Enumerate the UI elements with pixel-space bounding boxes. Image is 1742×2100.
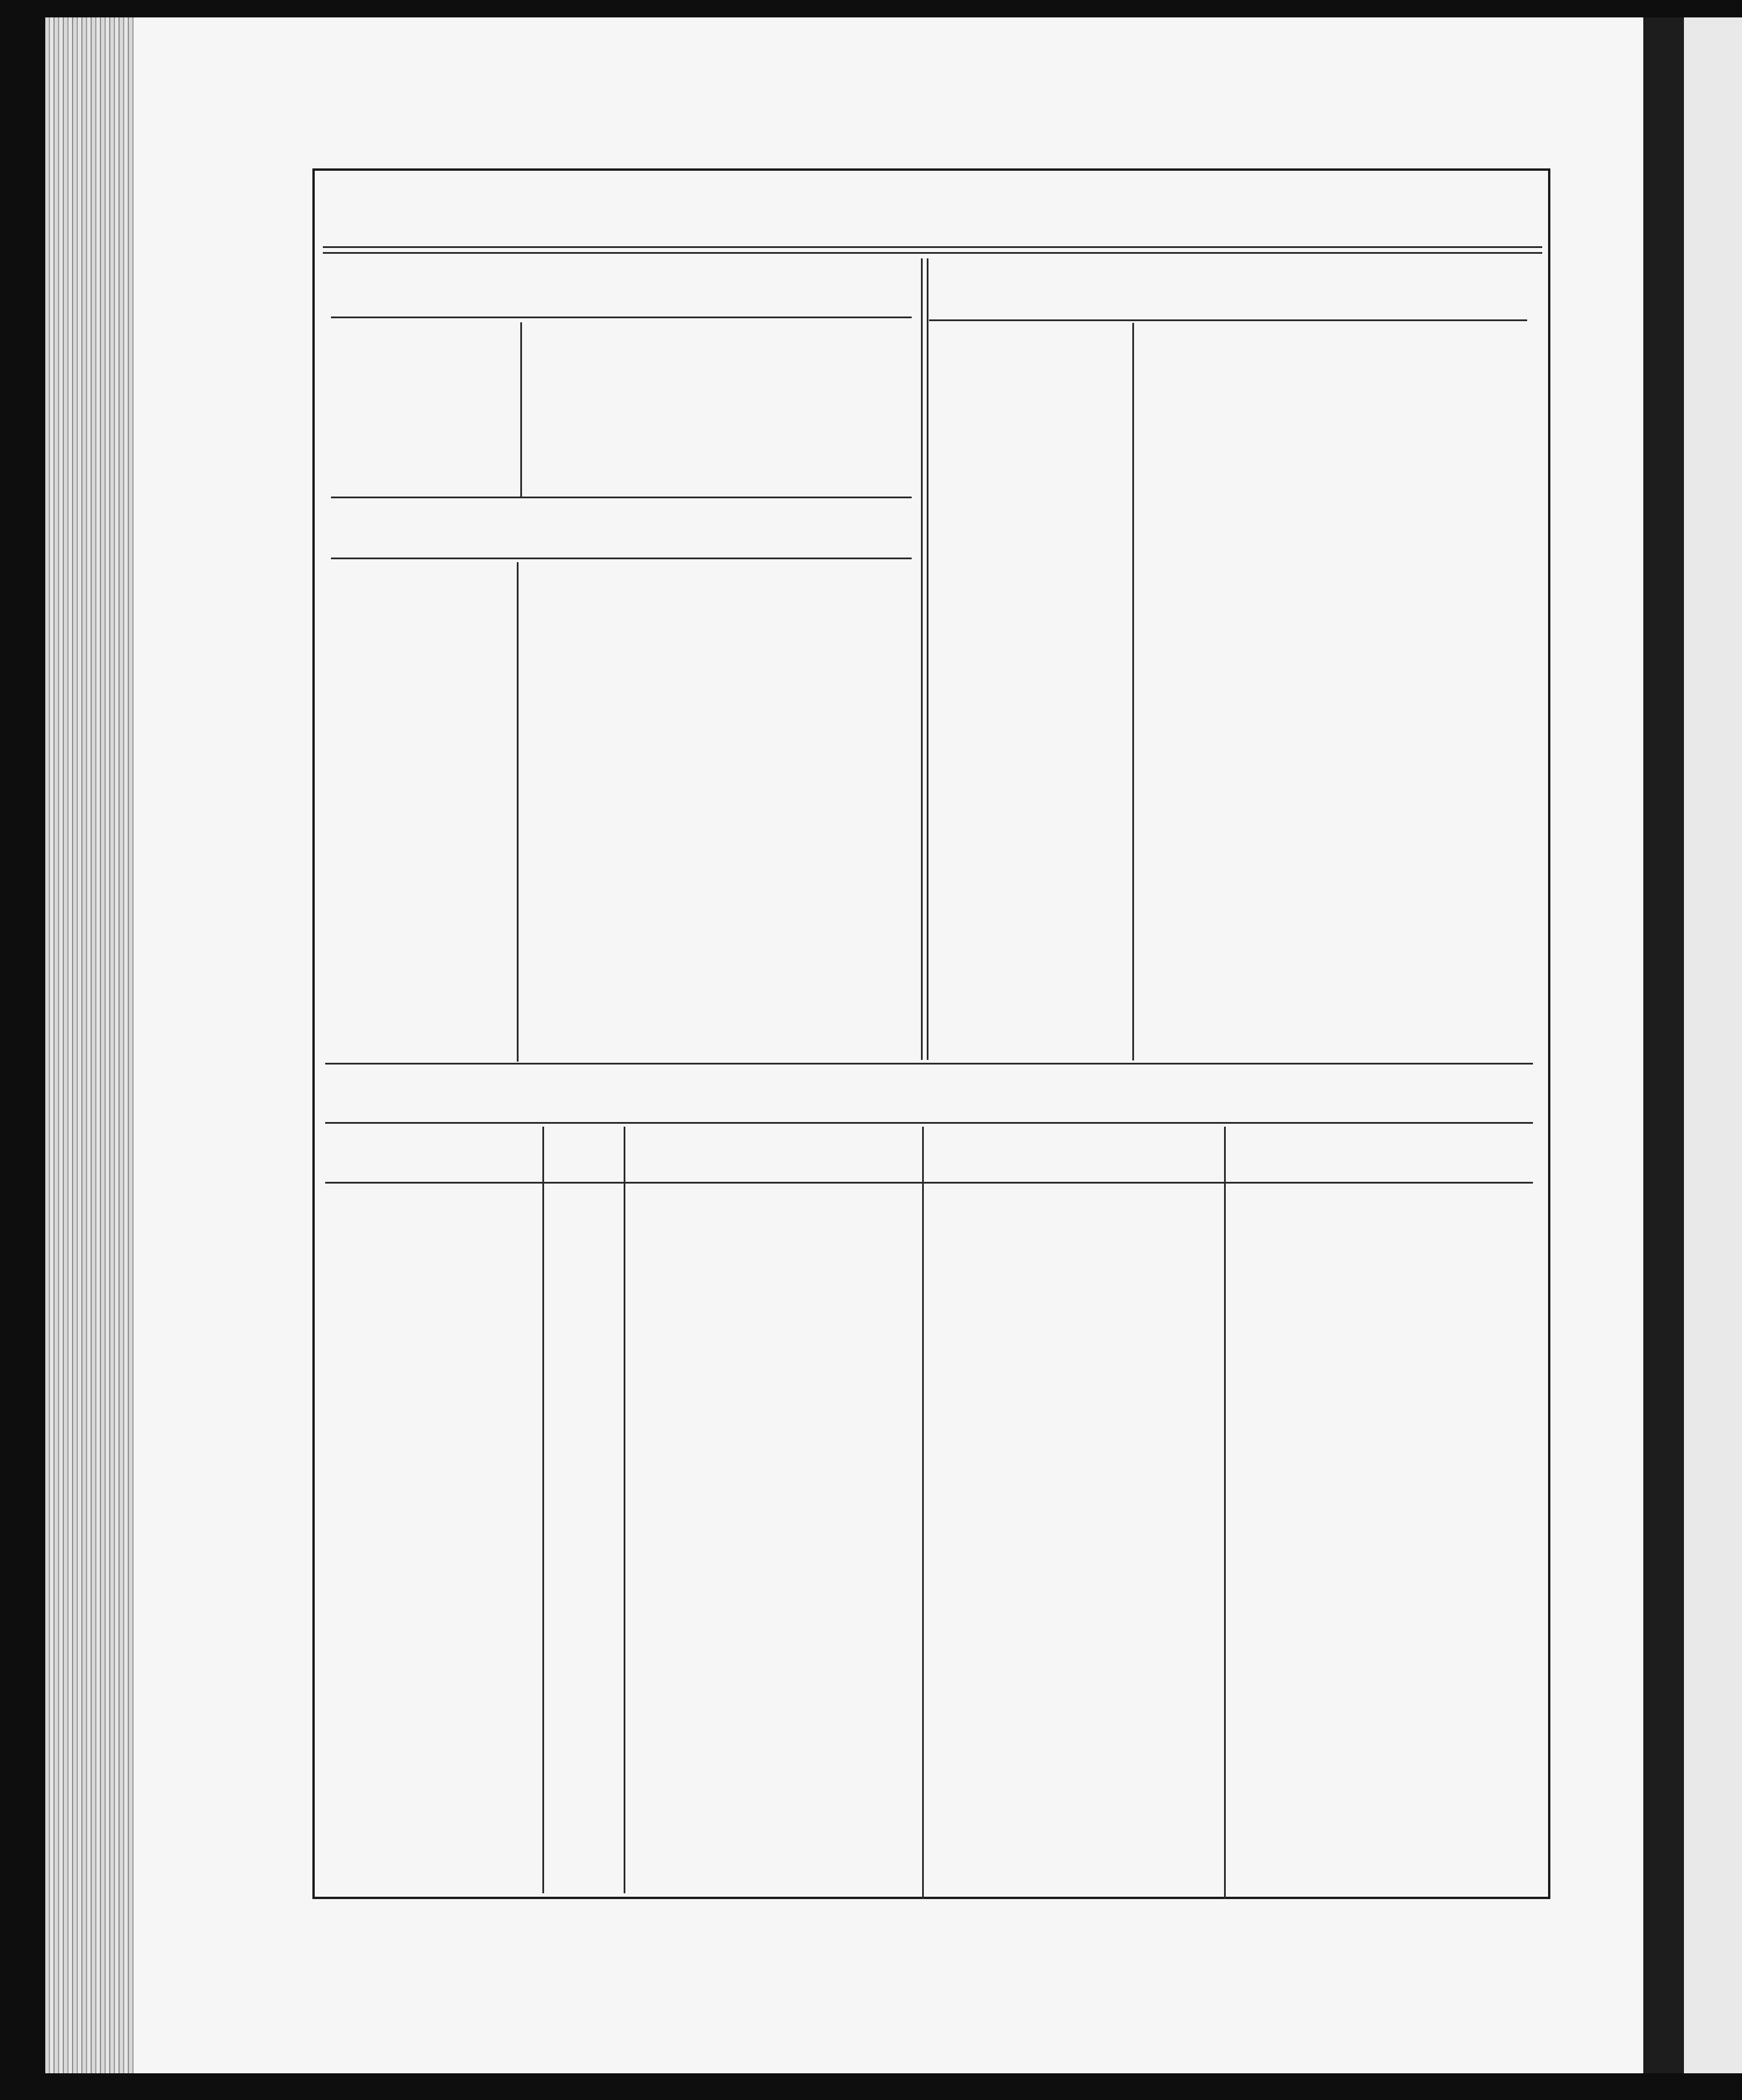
title-rule-2 [323,252,1542,254]
title-rule-1 [323,246,1542,248]
flower-heading-rule [325,1122,1533,1124]
stem-label-column-rule [517,562,519,1062]
facing-page-edge [1684,17,1742,2073]
col-divider-organ [542,1127,544,1893]
page-edges [45,17,144,2073]
flower-header-rule [325,1182,1533,1184]
col-divider-adhesion [1224,1127,1226,1899]
leaf-label-column-rule [1132,323,1134,1060]
root-label-column-rule [520,322,522,497]
stem-heading-rule [331,558,912,559]
root-leaf-divider-2 [927,258,928,1060]
upper-bottom-rule [325,1063,1533,1065]
root-heading-rule [331,317,912,318]
leaf-heading-rule [929,319,1527,321]
plant-description-form [312,168,1550,1899]
col-divider-no [624,1127,625,1893]
root-leaf-divider [921,258,923,1060]
root-bottom-rule [331,497,912,498]
col-divider-cohesion [922,1127,924,1899]
